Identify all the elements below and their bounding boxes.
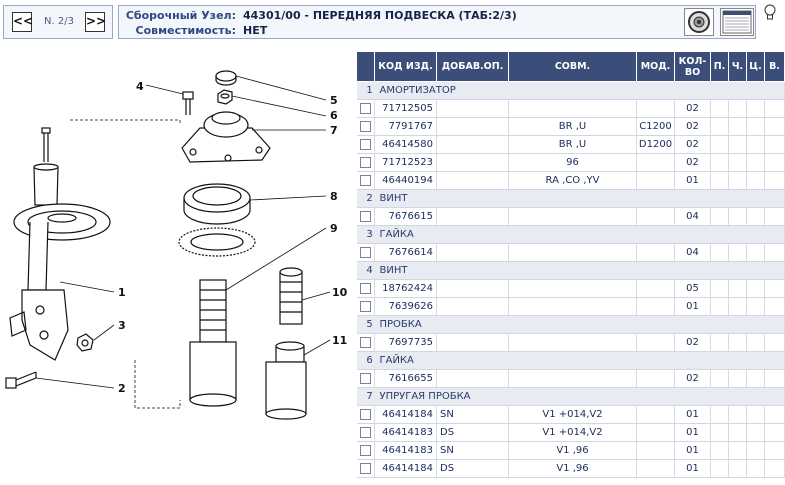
quantity: 01: [675, 406, 711, 424]
part-code: 71712523: [375, 154, 437, 172]
table-row[interactable]: [357, 298, 785, 316]
part-1-shock-absorber: [10, 128, 110, 360]
header-ts: Ц.: [747, 52, 765, 82]
model: [637, 406, 675, 424]
col-v: [765, 424, 785, 442]
group-row: [357, 316, 785, 334]
table-row[interactable]: [357, 460, 785, 478]
add-op: [437, 208, 509, 226]
table-row[interactable]: [357, 280, 785, 298]
row-checkbox[interactable]: [360, 409, 371, 420]
table-row[interactable]: [357, 442, 785, 460]
col-v: [765, 136, 785, 154]
assembly-title: 44301/00 - ПЕРЕДНЯЯ ПОДВЕСКА (ТАБ:2/3): [243, 9, 517, 22]
quantity: 04: [675, 208, 711, 226]
row-checkbox[interactable]: [360, 463, 371, 474]
compat: BR ,U: [509, 136, 637, 154]
row-checkbox[interactable]: [360, 337, 371, 348]
add-op: [437, 172, 509, 190]
col-ts: [747, 424, 765, 442]
select-checkbox-cell[interactable]: [357, 280, 375, 298]
group-header-cell: [357, 316, 785, 334]
part-9-bump-stop: [190, 280, 236, 406]
group-header-cell: [357, 226, 785, 244]
group-row: [357, 352, 785, 370]
group-row: [357, 388, 785, 406]
group-name: АМОРТИЗАТОР: [379, 85, 456, 96]
model: [637, 172, 675, 190]
col-ts: [747, 334, 765, 352]
quantity: 01: [675, 460, 711, 478]
add-op: [437, 244, 509, 262]
model: [637, 334, 675, 352]
table-row[interactable]: [357, 406, 785, 424]
col-ch: [729, 208, 747, 226]
part-code: 7639626: [375, 298, 437, 316]
add-op: [437, 370, 509, 388]
select-checkbox-cell[interactable]: [357, 334, 375, 352]
col-p: [711, 154, 729, 172]
col-p: [711, 298, 729, 316]
header-v: В.: [765, 52, 785, 82]
quantity: 05: [675, 280, 711, 298]
col-ch: [729, 136, 747, 154]
header-ch: Ч.: [729, 52, 747, 82]
col-p: [711, 208, 729, 226]
part-code: 46414580: [375, 136, 437, 154]
compat: V1 +014,V2: [509, 424, 637, 442]
model: [637, 298, 675, 316]
add-op: DS: [437, 424, 509, 442]
add-op: [437, 100, 509, 118]
compat-value: НЕТ: [243, 24, 268, 37]
header-mod: МОД.: [637, 52, 675, 82]
group-name: ГАЙКА: [379, 355, 414, 366]
table-row[interactable]: [357, 172, 785, 190]
col-p: [711, 244, 729, 262]
callout-2: 2: [118, 382, 126, 395]
row-checkbox[interactable]: [360, 373, 371, 384]
part-code: 71712505: [375, 100, 437, 118]
part-code: 18762424: [375, 280, 437, 298]
col-v: [765, 460, 785, 478]
group-row: [357, 226, 785, 244]
group-row: [357, 190, 785, 208]
col-ts: [747, 460, 765, 478]
group-number: 1: [366, 85, 373, 96]
compat: V1 ,96: [509, 460, 637, 478]
group-number: 2: [366, 193, 373, 204]
select-checkbox-cell[interactable]: [357, 424, 375, 442]
compat: RA ,CO ,YV: [509, 172, 637, 190]
model: [637, 442, 675, 460]
row-checkbox[interactable]: [360, 121, 371, 132]
part-code: 46414184: [375, 406, 437, 424]
col-v: [765, 118, 785, 136]
col-v: [765, 370, 785, 388]
row-checkbox[interactable]: [360, 445, 371, 456]
wheel-icon[interactable]: [684, 8, 714, 36]
callout-5: 5: [330, 94, 338, 107]
col-ch: [729, 172, 747, 190]
row-checkbox[interactable]: [360, 211, 371, 222]
quantity: 01: [675, 172, 711, 190]
table-row[interactable]: [357, 244, 785, 262]
part-code: 46414184: [375, 460, 437, 478]
part-code: 46414183: [375, 424, 437, 442]
part-code: 46414183: [375, 442, 437, 460]
callout-6: 6: [330, 109, 338, 122]
header-code: КОД ИЗД.: [375, 52, 437, 82]
col-ts: [747, 172, 765, 190]
parts-table-body: [357, 82, 785, 478]
page-navigator: [3, 5, 113, 39]
model: [637, 208, 675, 226]
col-v: [765, 172, 785, 190]
group-name: ВИНТ: [379, 193, 408, 204]
col-ts: [747, 136, 765, 154]
row-checkbox[interactable]: [360, 139, 371, 150]
table-row[interactable]: [357, 154, 785, 172]
callout-4: 4: [136, 80, 144, 93]
select-checkbox-cell[interactable]: [357, 208, 375, 226]
header-p: П.: [711, 52, 729, 82]
col-ts: [747, 370, 765, 388]
col-v: [765, 442, 785, 460]
next-page-button[interactable]: >>: [85, 12, 105, 32]
compat: BR ,U: [509, 118, 637, 136]
assembly-label: Сборочный Узел:: [125, 9, 236, 22]
col-p: [711, 406, 729, 424]
quantity: 01: [675, 298, 711, 316]
row-checkbox[interactable]: [360, 103, 371, 114]
compat: 96: [509, 154, 637, 172]
part-code: 7697735: [375, 334, 437, 352]
model: C1200: [637, 118, 675, 136]
table-row[interactable]: [357, 118, 785, 136]
compat: [509, 280, 637, 298]
select-checkbox-cell[interactable]: [357, 118, 375, 136]
parts-table: [356, 51, 785, 478]
compat-label: Совместимость:: [135, 24, 236, 37]
part-6-nut: [218, 90, 232, 104]
exploded-parts-diagram: [0, 48, 355, 482]
group-header-cell: [357, 388, 785, 406]
col-v: [765, 298, 785, 316]
col-ts: [747, 244, 765, 262]
col-p: [711, 370, 729, 388]
quantity: 02: [675, 136, 711, 154]
table-view-icon[interactable]: [720, 8, 754, 36]
add-op: [437, 154, 509, 172]
col-p: [711, 172, 729, 190]
quantity: 02: [675, 370, 711, 388]
add-op: SN: [437, 442, 509, 460]
group-header-cell: [357, 352, 785, 370]
group-header-cell: [357, 190, 785, 208]
table-row[interactable]: [357, 424, 785, 442]
col-ts: [747, 280, 765, 298]
group-header-cell: [357, 82, 785, 100]
col-ts: [747, 100, 765, 118]
col-ts: [747, 118, 765, 136]
quantity: 02: [675, 154, 711, 172]
compat: [509, 370, 637, 388]
part-8-spring-seat: [179, 184, 255, 256]
model: [637, 424, 675, 442]
part-7-strut-mount: [182, 112, 270, 162]
part-11-dust-cover: [266, 342, 306, 419]
col-ts: [747, 406, 765, 424]
callout-1: 1: [118, 286, 126, 299]
col-p: [711, 100, 729, 118]
table-row[interactable]: [357, 100, 785, 118]
col-v: [765, 154, 785, 172]
quantity: 02: [675, 100, 711, 118]
quantity: 01: [675, 442, 711, 460]
parts-table-panel: [356, 51, 785, 482]
col-ch: [729, 244, 747, 262]
model: [637, 154, 675, 172]
col-p: [711, 334, 729, 352]
model: [637, 370, 675, 388]
col-v: [765, 208, 785, 226]
add-op: [437, 334, 509, 352]
col-v: [765, 280, 785, 298]
table-row[interactable]: [357, 334, 785, 352]
callout-7: 7: [330, 124, 338, 137]
part-3-nut: [77, 334, 93, 351]
group-row: [357, 262, 785, 280]
col-ts: [747, 298, 765, 316]
col-p: [711, 460, 729, 478]
add-op: [437, 280, 509, 298]
col-ts: [747, 154, 765, 172]
compat: V1 ,96: [509, 442, 637, 460]
col-ch: [729, 100, 747, 118]
group-number: 7: [366, 391, 373, 402]
model: [637, 100, 675, 118]
table-row[interactable]: [357, 136, 785, 154]
group-number: 5: [366, 319, 373, 330]
compat: [509, 298, 637, 316]
col-p: [711, 118, 729, 136]
col-ch: [729, 334, 747, 352]
add-op: [437, 136, 509, 154]
col-p: [711, 280, 729, 298]
col-v: [765, 100, 785, 118]
callout-3: 3: [118, 319, 126, 332]
compat: [509, 244, 637, 262]
part-5-plug: [216, 71, 236, 85]
row-checkbox[interactable]: [360, 157, 371, 168]
select-checkbox-cell[interactable]: [357, 136, 375, 154]
add-op: SN: [437, 406, 509, 424]
callout-9: 9: [330, 222, 338, 235]
lightbulb-icon[interactable]: [762, 3, 778, 21]
assembly-info-panel: [118, 5, 756, 39]
select-checkbox-cell[interactable]: [357, 154, 375, 172]
header-qty: КОЛ-ВО: [675, 52, 711, 82]
select-checkbox-cell[interactable]: [357, 406, 375, 424]
group-number: 6: [366, 355, 373, 366]
add-op: [437, 118, 509, 136]
part-code: 7676615: [375, 208, 437, 226]
group-number: 4: [366, 265, 373, 276]
quantity: 02: [675, 334, 711, 352]
compat: [509, 100, 637, 118]
model: [637, 460, 675, 478]
col-ts: [747, 208, 765, 226]
group-name: ВИНТ: [379, 265, 408, 276]
select-checkbox-cell[interactable]: [357, 172, 375, 190]
table-row[interactable]: [357, 208, 785, 226]
row-checkbox[interactable]: [360, 247, 371, 258]
callout-8: 8: [330, 190, 338, 203]
select-checkbox-cell[interactable]: [357, 100, 375, 118]
col-v: [765, 244, 785, 262]
col-v: [765, 334, 785, 352]
part-code: 7791767: [375, 118, 437, 136]
header-add-op: ДОБАВ.ОП.: [437, 52, 509, 82]
top-bar: [0, 0, 785, 43]
callout-10: 10: [332, 286, 348, 299]
compat: [509, 334, 637, 352]
add-op: DS: [437, 460, 509, 478]
table-row[interactable]: [357, 370, 785, 388]
part-4-screw: [183, 92, 193, 115]
header-select: [357, 52, 375, 82]
model: [637, 244, 675, 262]
col-p: [711, 424, 729, 442]
model: [637, 280, 675, 298]
col-ch: [729, 406, 747, 424]
group-name: УПРУГАЯ ПРОБКА: [379, 391, 471, 402]
col-ch: [729, 424, 747, 442]
row-checkbox[interactable]: [360, 175, 371, 186]
col-ch: [729, 154, 747, 172]
select-checkbox-cell[interactable]: [357, 244, 375, 262]
callout-11: 11: [332, 334, 348, 347]
quantity: 04: [675, 244, 711, 262]
col-ch: [729, 298, 747, 316]
col-ch: [729, 442, 747, 460]
part-2-bolt: [6, 372, 36, 388]
select-checkbox-cell[interactable]: [357, 370, 375, 388]
col-ch: [729, 118, 747, 136]
select-checkbox-cell[interactable]: [357, 298, 375, 316]
group-name: ГАЙКА: [379, 229, 414, 240]
col-v: [765, 406, 785, 424]
add-op: [437, 298, 509, 316]
select-checkbox-cell[interactable]: [357, 442, 375, 460]
select-checkbox-cell[interactable]: [357, 460, 375, 478]
part-code: 7676614: [375, 244, 437, 262]
col-ch: [729, 460, 747, 478]
row-checkbox[interactable]: [360, 427, 371, 438]
group-row: [357, 82, 785, 100]
col-p: [711, 136, 729, 154]
compat: [509, 208, 637, 226]
row-checkbox[interactable]: [360, 301, 371, 312]
col-ts: [747, 442, 765, 460]
table-header-row: [357, 52, 785, 82]
row-checkbox[interactable]: [360, 283, 371, 294]
group-number: 3: [366, 229, 373, 240]
col-p: [711, 442, 729, 460]
compat: V1 +014,V2: [509, 406, 637, 424]
col-ch: [729, 370, 747, 388]
quantity: 01: [675, 424, 711, 442]
col-ch: [729, 280, 747, 298]
header-compat: СОВМ.: [509, 52, 637, 82]
part-code: 46440194: [375, 172, 437, 190]
quantity: 02: [675, 118, 711, 136]
model: D1200: [637, 136, 675, 154]
prev-page-button[interactable]: <<: [12, 12, 32, 32]
part-10-elastic-plug: [280, 268, 302, 324]
part-code: 7616655: [375, 370, 437, 388]
page-indicator: N. 2/3: [44, 16, 74, 27]
group-name: ПРОБКА: [379, 319, 422, 330]
group-header-cell: [357, 262, 785, 280]
